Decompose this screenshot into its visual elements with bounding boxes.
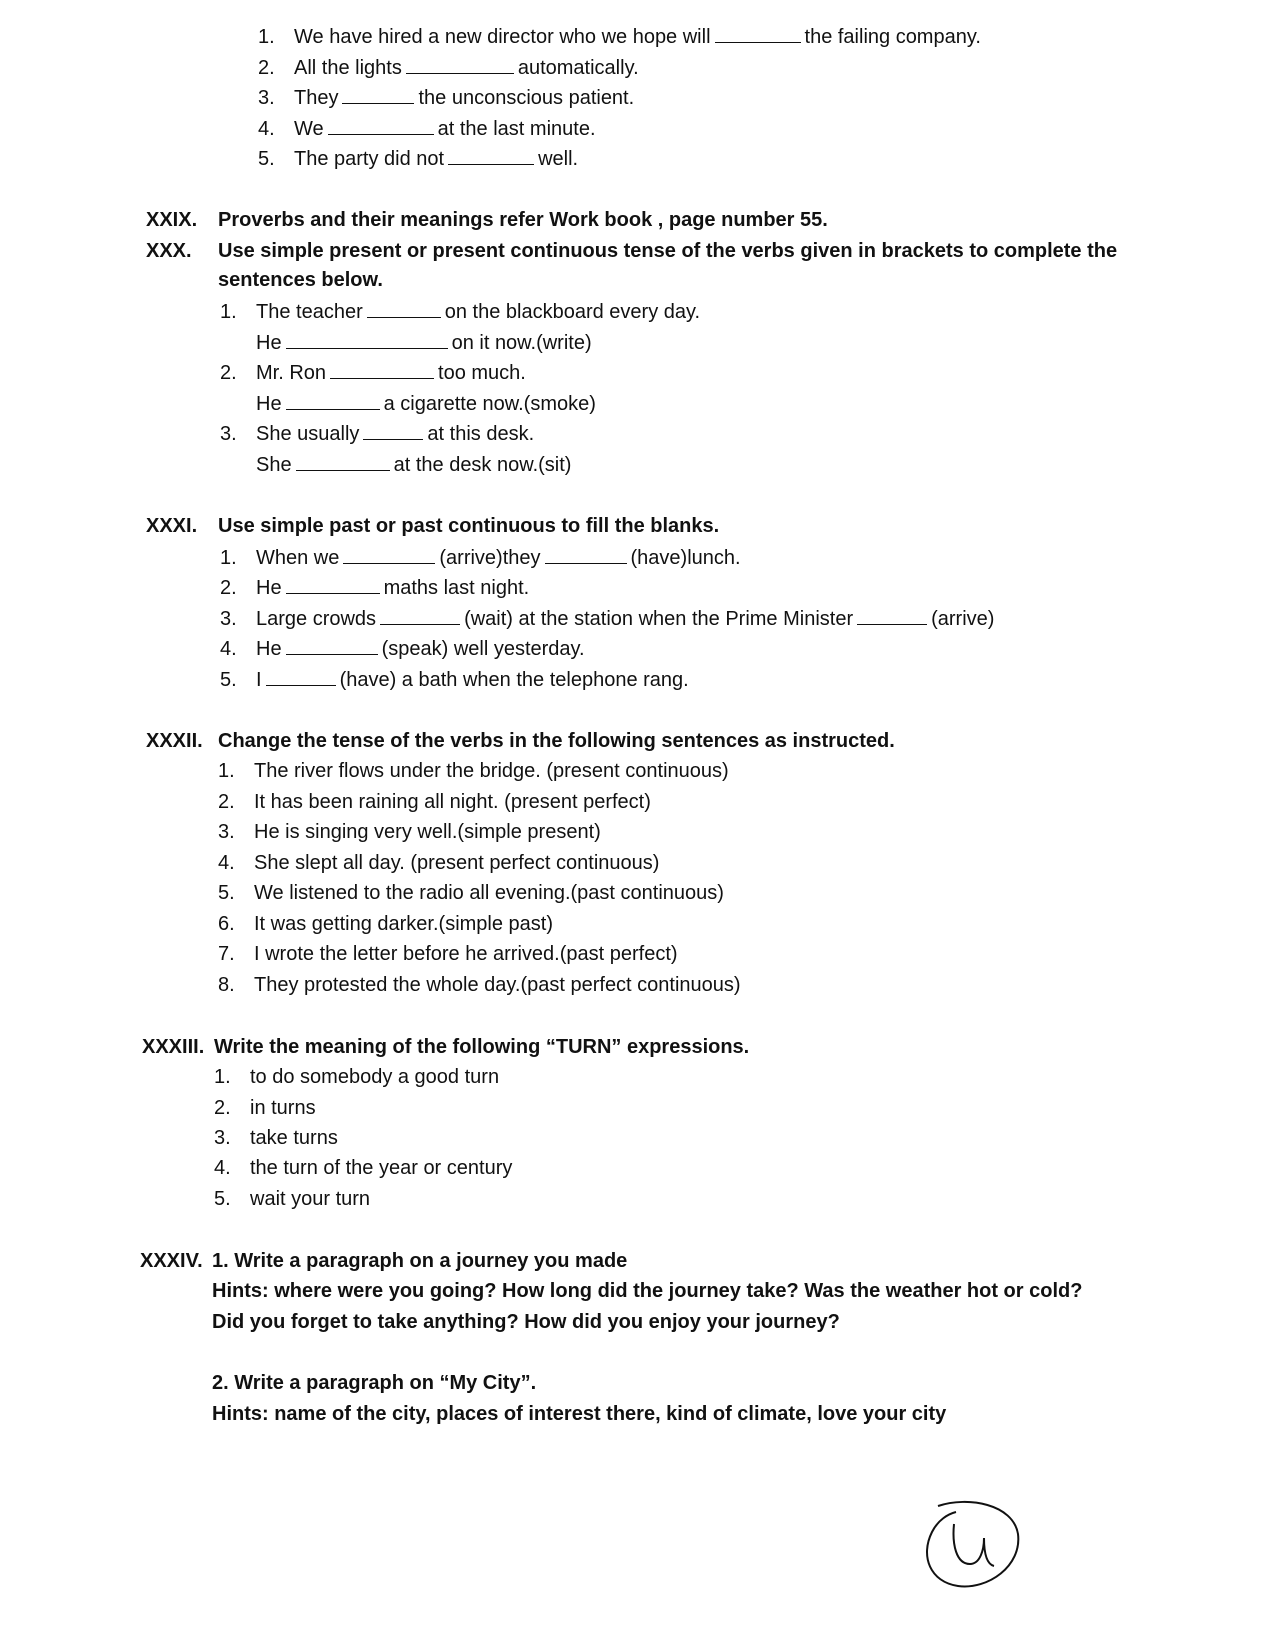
- section-number: XXXIII.: [142, 1036, 205, 1058]
- list-item: 5. The party did not well.: [258, 148, 579, 170]
- list-item: 4. She slept all day. (present perfect continuous): [218, 852, 660, 874]
- list-item: He a cigarette now.(smoke): [256, 393, 596, 415]
- list-item: 5. We listened to the radio all evening.(past continuous): [218, 882, 724, 904]
- list-item: 2. It has been raining all night. (present perfect): [218, 791, 651, 813]
- section-number: XXXIV.: [140, 1250, 203, 1272]
- fill-blank: [545, 545, 627, 564]
- handwritten-page-mark: [918, 1494, 1028, 1594]
- prompt-2-title: 2. Write a paragraph on “My City”.: [212, 1372, 537, 1394]
- list-item: 4. He (speak) well yesterday.: [220, 638, 585, 660]
- section-heading-cont: sentences below.: [218, 269, 383, 291]
- fill-blank: [857, 606, 927, 625]
- fill-blank: [266, 667, 336, 686]
- prompt-1-hints-cont: Did you forget to take anything? How did you enjoy your journey?: [212, 1311, 840, 1333]
- list-item: 1. The river flows under the bridge. (present continuous): [218, 760, 729, 782]
- prompt-2-hints: Hints: name of the city, places of interest there, kind of climate, love your city: [212, 1403, 947, 1425]
- section-number: XXX.: [146, 240, 192, 262]
- list-item: 6. It was getting darker.(simple past): [218, 913, 554, 935]
- fill-blank: [343, 545, 435, 564]
- fill-blank: [286, 391, 380, 410]
- fill-blank: [286, 575, 380, 594]
- fill-blank: [380, 606, 460, 625]
- fill-blank: [363, 421, 423, 440]
- list-item: 3. take turns: [214, 1127, 338, 1149]
- fill-blank: [448, 146, 534, 165]
- section-heading: Write the meaning of the following “TURN” expressions.: [214, 1036, 750, 1058]
- fill-blank: [342, 85, 414, 104]
- fill-blank: [406, 55, 514, 74]
- fill-blank: [715, 24, 801, 43]
- list-item: 2. Mr. Ron too much.: [220, 362, 526, 384]
- section-number: XXXI.: [146, 515, 198, 537]
- list-item: 5. I (have) a bath when the telephone rang.: [220, 669, 689, 691]
- list-item: He on it now.(write): [256, 332, 592, 354]
- list-item: 5. wait your turn: [214, 1188, 371, 1210]
- list-item: 4. the turn of the year or century: [214, 1157, 513, 1179]
- list-item: 8. They protested the whole day.(past perfect continuous): [218, 974, 741, 996]
- prompt-1-hints: Hints: where were you going? How long did the journey take? Was the weather hot or cold?: [212, 1280, 1083, 1302]
- list-item: 1. We have hired a new director who we hope will the failing company.: [258, 26, 981, 48]
- list-item: 2. All the lights automatically.: [258, 57, 639, 79]
- list-item: 3. Large crowds (wait) at the station when the Prime Minister (arrive): [220, 608, 995, 630]
- list-item: 3. She usually at this desk.: [220, 423, 535, 445]
- section-heading: Proverbs and their meanings refer Work book , page number 55.: [218, 209, 828, 231]
- list-item: 3. They the unconscious patient.: [258, 87, 635, 109]
- fill-blank: [286, 636, 378, 655]
- list-item: 1. The teacher on the blackboard every day.: [220, 301, 701, 323]
- section-heading: Use simple present or present continuous tense of the verbs given in brackets to complete the: [218, 240, 1118, 262]
- list-item: 1. to do somebody a good turn: [214, 1066, 500, 1088]
- list-item: 7. I wrote the letter before he arrived.(past perfect): [218, 943, 678, 965]
- list-item: 4. We at the last minute.: [258, 118, 596, 140]
- fill-blank: [286, 330, 448, 349]
- list-item: 1. When we (arrive)they (have)lunch.: [220, 547, 741, 569]
- fill-blank: [328, 116, 434, 135]
- list-item: 2. in turns: [214, 1097, 316, 1119]
- section-heading: Change the tense of the verbs in the following sentences as instructed.: [218, 730, 895, 752]
- fill-blank: [330, 360, 434, 379]
- fill-blank: [296, 452, 390, 471]
- fill-blank: [367, 299, 441, 318]
- list-item: 2. He maths last night.: [220, 577, 530, 599]
- list-item: She at the desk now.(sit): [256, 454, 572, 476]
- prompt-1-title: 1. Write a paragraph on a journey you made: [212, 1250, 628, 1272]
- section-number: XXXII.: [146, 730, 203, 752]
- section-number: XXIX.: [146, 209, 198, 231]
- list-item: 3. He is singing very well.(simple present): [218, 821, 601, 843]
- section-heading: Use simple past or past continuous to fill the blanks.: [218, 515, 720, 537]
